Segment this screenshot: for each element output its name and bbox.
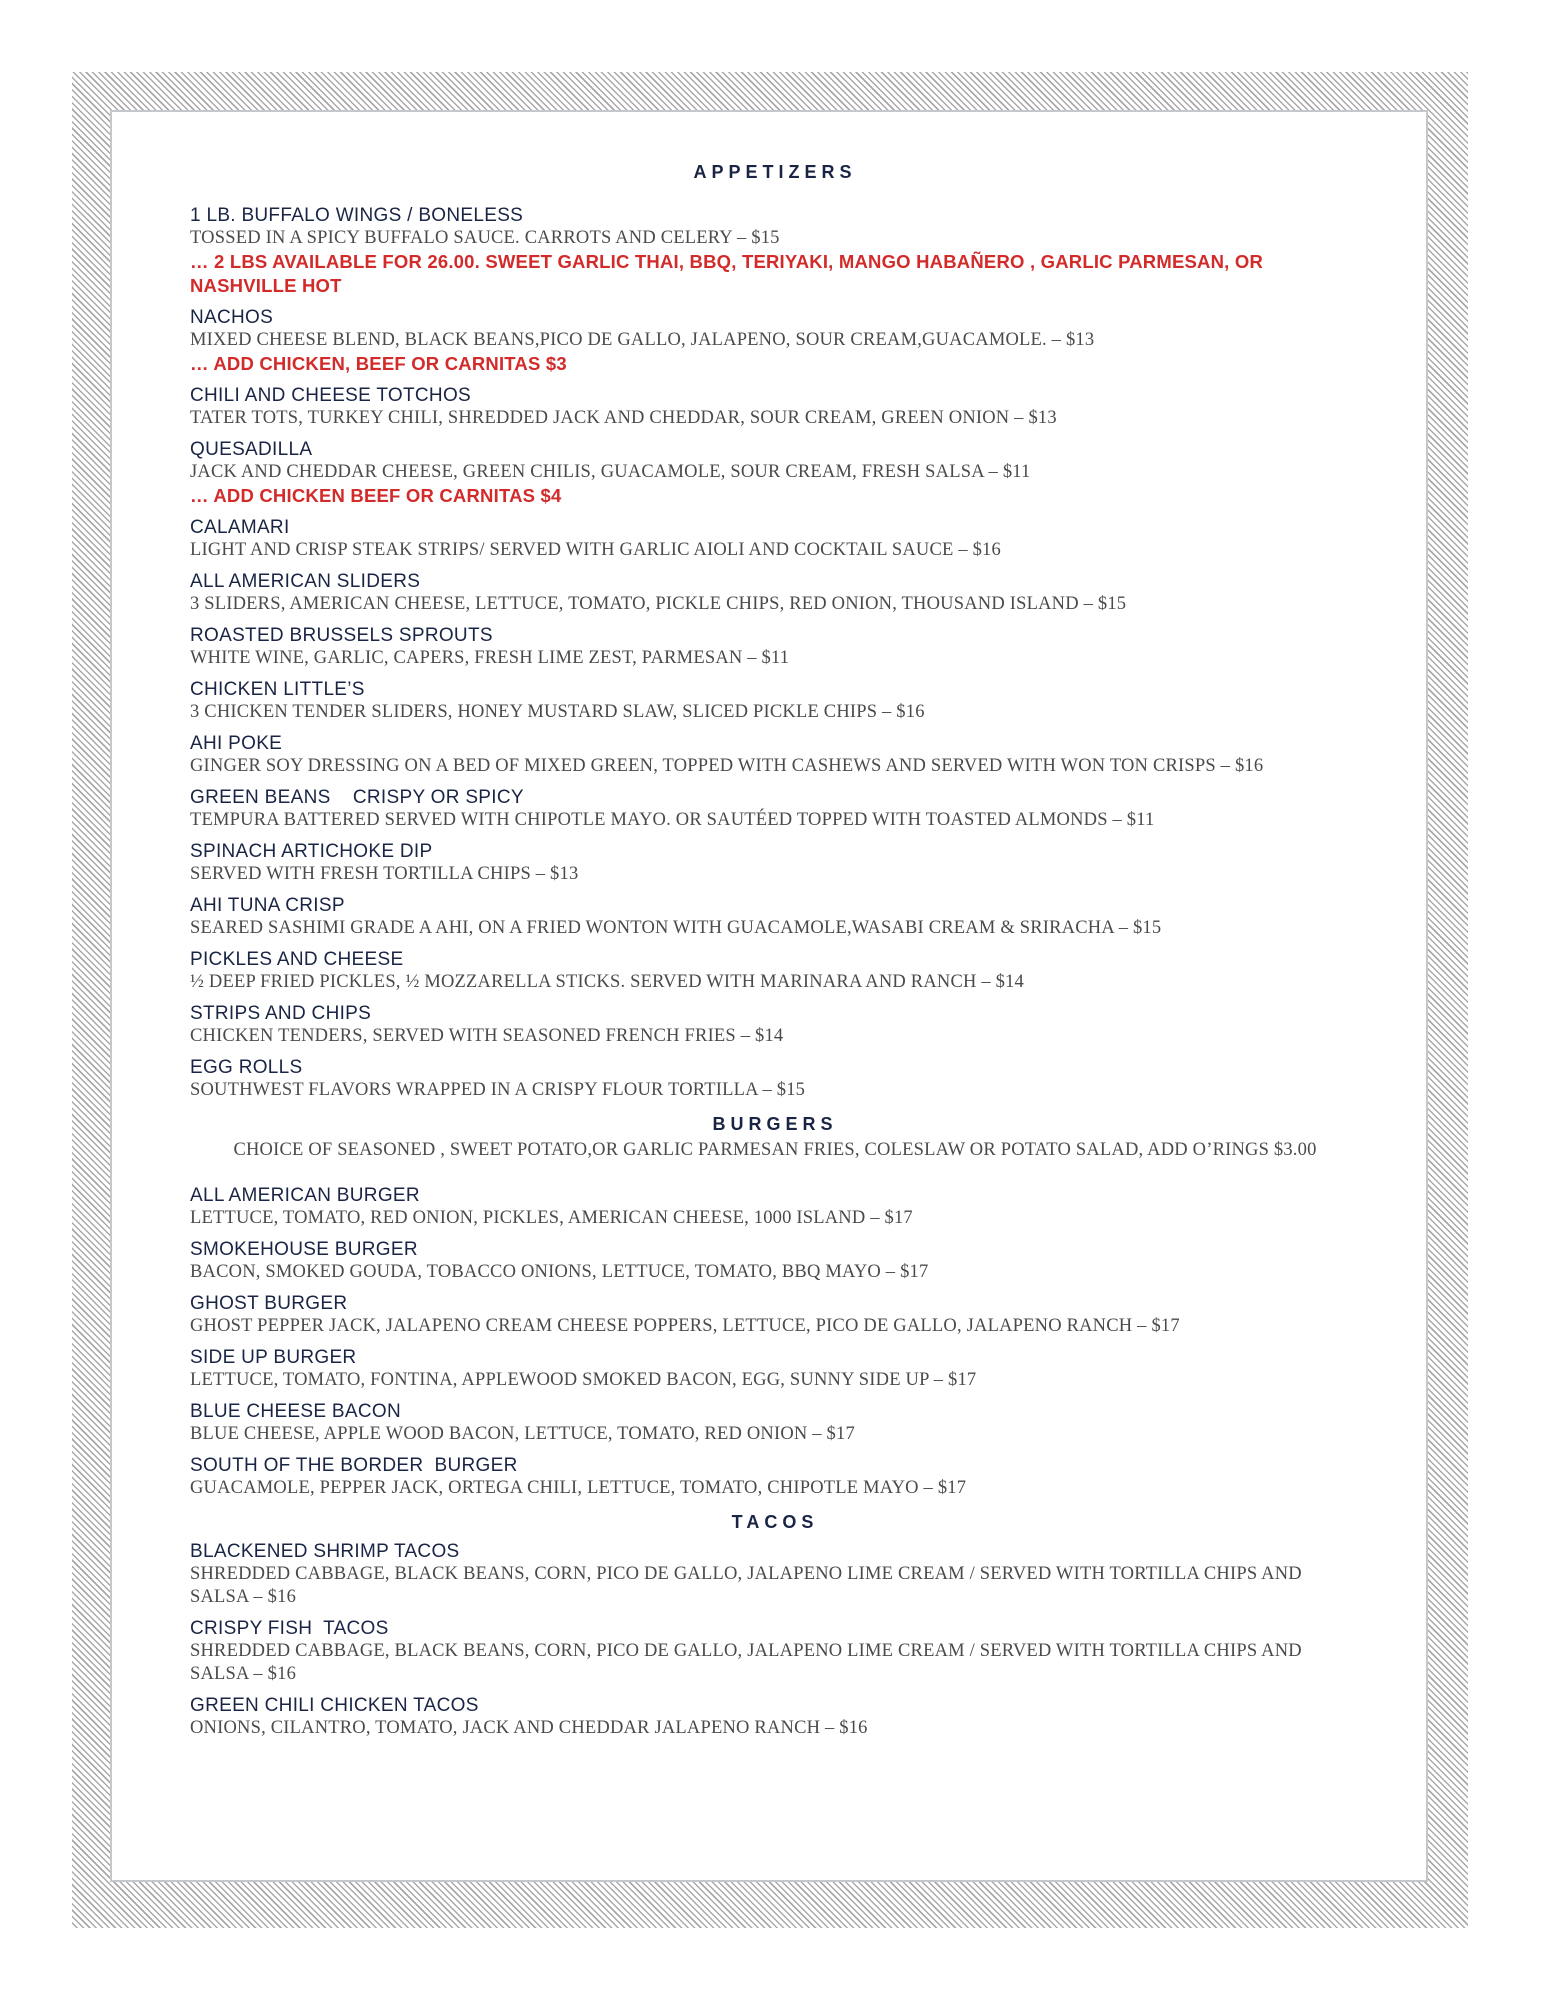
section-title-appetizers: APPETIZERS [693,162,857,182]
item-description: SOUTHWEST FLAVORS WRAPPED IN A CRISPY FLOUR TORTILLA – $15 [190,1080,806,1100]
item-name: NACHOS [190,307,274,328]
item-name: AHI TUNA CRISP [190,895,345,916]
item-description: BACON, SMOKED GOUDA, TOBACCO ONIONS, LETTUCE, TOMATO, BBQ MAYO – $17 [190,1262,929,1282]
item-addon-note: … ADD CHICKEN, BEEF OR CARNITAS $3 [190,353,567,374]
item-description: SERVED WITH FRESH TORTILLA CHIPS – $13 [190,864,579,884]
menu-item [190,306,1360,376]
item-name: ALL AMERICAN SLIDERS [190,571,421,592]
section-title-tacos: TACOS [731,1512,819,1532]
item-description: TATER TOTS, TURKEY CHILI, SHREDDED JACK AND CHEDDAR, SOUR CREAM, GREEN ONION – $13 [190,408,1057,428]
burgers-section [190,1110,1360,1500]
menu-item [190,1346,1360,1392]
menu-item [190,840,1360,886]
item-name: GREEN BEANS CRISPY OR SPICY [190,787,524,808]
menu-item [190,1238,1360,1284]
menu-item [190,1454,1360,1500]
item-description: ONIONS, CILANTRO, TOMATO, JACK AND CHEDDAR JALAPENO RANCH – $16 [190,1718,868,1738]
burgers-sides-note: CHOICE OF SEASONED , SWEET POTATO,OR GARLIC PARMESAN FRIES, COLESLAW OR POTATO SALAD, ADD O’RINGS $3.00 [233,1140,1317,1160]
menu-item [190,1400,1360,1446]
item-name: EGG ROLLS [190,1057,303,1078]
menu-item [190,570,1360,616]
item-name: 1 LB. BUFFALO WINGS / BONELESS [190,205,524,226]
menu-item [190,894,1360,940]
menu-content [190,158,1360,1748]
item-name: QUESADILLA [190,439,313,460]
menu-item [190,1617,1360,1686]
item-name: CALAMARI [190,517,290,538]
item-description: TOSSED IN A SPICY BUFFALO SAUCE. CARROTS AND CELERY – $15 [190,228,780,248]
menu-item [190,1184,1360,1230]
item-description: MIXED CHEESE BLEND, BLACK BEANS,PICO DE GALLO, JALAPENO, SOUR CREAM,GUACAMOLE. – $13 [190,330,1095,350]
menu-item [190,948,1360,994]
item-description: CHICKEN TENDERS, SERVED WITH SEASONED FRENCH FRIES – $14 [190,1026,784,1046]
menu-item [190,624,1360,670]
item-name: ROASTED BRUSSELS SPROUTS [190,625,493,646]
appetizers-section [190,158,1360,1102]
menu-item [190,204,1360,298]
item-description: 3 CHICKEN TENDER SLIDERS, HONEY MUSTARD SLAW, SLICED PICKLE CHIPS – $16 [190,702,925,722]
menu-item [190,1292,1360,1338]
item-description: JACK AND CHEDDAR CHEESE, GREEN CHILIS, GUACAMOLE, SOUR CREAM, FRESH SALSA – $11 [190,462,1031,482]
item-name: BLACKENED SHRIMP TACOS [190,1541,460,1562]
item-description: LIGHT AND CRISP STEAK STRIPS/ SERVED WITH GARLIC AIOLI AND COCKTAIL SAUCE – $16 [190,540,1001,560]
item-description: SHREDDED CABBAGE, BLACK BEANS, CORN, PICO DE GALLO, JALAPENO LIME CREAM / SERVED WITH TORTILLA CHIPS AND SALSA – $16 [190,1564,1302,1607]
item-description: WHITE WINE, GARLIC, CAPERS, FRESH LIME ZEST, PARMESAN – $11 [190,648,790,668]
item-name: CRISPY FISH TACOS [190,1618,389,1639]
menu-item [190,1002,1360,1048]
item-description: LETTUCE, TOMATO, FONTINA, APPLEWOOD SMOKED BACON, EGG, SUNNY SIDE UP – $17 [190,1370,977,1390]
menu-item [190,438,1360,508]
item-description: 3 SLIDERS, AMERICAN CHEESE, LETTUCE, TOMATO, PICKLE CHIPS, RED ONION, THOUSAND ISLAND – $15 [190,594,1127,614]
item-description: TEMPURA BATTERED SERVED WITH CHIPOTLE MAYO. OR SAUTÉED TOPPED WITH TOASTED ALMONDS – $11 [190,810,1155,830]
item-description: GHOST PEPPER JACK, JALAPENO CREAM CHEESE POPPERS, LETTUCE, PICO DE GALLO, JALAPENO RANCH – $17 [190,1316,1180,1336]
item-description: SHREDDED CABBAGE, BLACK BEANS, CORN, PICO DE GALLO, JALAPENO LIME CREAM / SERVED WITH TORTILLA CHIPS AND SALSA – $16 [190,1641,1302,1684]
menu-item [190,1694,1360,1740]
item-description: GUACAMOLE, PEPPER JACK, ORTEGA CHILI, LETTUCE, TOMATO, CHIPOTLE MAYO – $17 [190,1478,967,1498]
menu-item [190,516,1360,562]
tacos-section [190,1508,1360,1740]
item-name: PICKLES AND CHEESE [190,949,404,970]
item-name: SMOKEHOUSE BURGER [190,1239,418,1260]
item-addon-note: … 2 LBS AVAILABLE FOR 26.00. SWEET GARLIC THAI, BBQ, TERIYAKI, MANGO HABAÑERO , GARLIC PARMESAN, OR NASHVILLE HOT [190,251,1263,296]
menu-item [190,732,1360,778]
item-name: GHOST BURGER [190,1293,348,1314]
item-name: ALL AMERICAN BURGER [190,1185,420,1206]
item-description: GINGER SOY DRESSING ON A BED OF MIXED GREEN, TOPPED WITH CASHEWS AND SERVED WITH WON TON CRISPS – $16 [190,756,1264,776]
item-name: GREEN CHILI CHICKEN TACOS [190,1695,479,1716]
item-name: BLUE CHEESE BACON [190,1401,401,1422]
item-name: SOUTH OF THE BORDER BURGER [190,1455,518,1476]
menu-item [190,1540,1360,1609]
menu-item [190,786,1360,832]
menu-item [190,1056,1360,1102]
item-description: BLUE CHEESE, APPLE WOOD BACON, LETTUCE, TOMATO, RED ONION – $17 [190,1424,855,1444]
item-name: AHI POKE [190,733,283,754]
item-description: ½ DEEP FRIED PICKLES, ½ MOZZARELLA STICKS. SERVED WITH MARINARA AND RANCH – $14 [190,972,1025,992]
item-name: CHICKEN LITTLE’S [190,679,365,700]
item-name: SIDE UP BURGER [190,1347,357,1368]
item-description: LETTUCE, TOMATO, RED ONION, PICKLES, AMERICAN CHEESE, 1000 ISLAND – $17 [190,1208,913,1228]
section-title-burgers: BURGERS [712,1114,838,1134]
menu-item [190,678,1360,724]
item-name: SPINACH ARTICHOKE DIP [190,841,433,862]
item-description: SEARED SASHIMI GRADE A AHI, ON A FRIED WONTON WITH GUACAMOLE,WASABI CREAM & SRIRACHA – $15 [190,918,1162,938]
item-addon-note: … ADD CHICKEN BEEF OR CARNITAS $4 [190,485,562,506]
menu-item [190,384,1360,430]
item-name: STRIPS AND CHIPS [190,1003,372,1024]
item-name: CHILI AND CHEESE TOTCHOS [190,385,472,406]
